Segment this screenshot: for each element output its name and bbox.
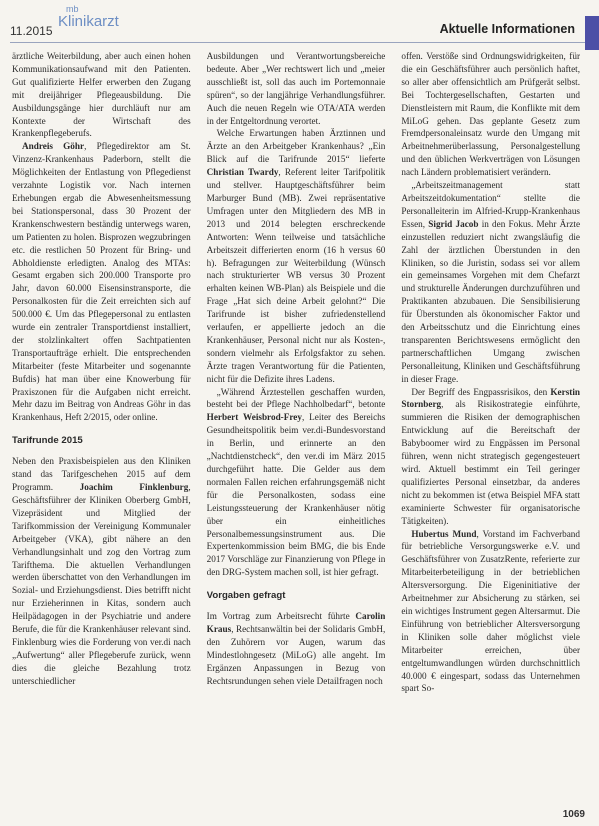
paragraph: [12, 455, 191, 687]
paragraph: [207, 386, 386, 580]
paragraph-text: , als Risikostrategie einführte, summieren die Risiken der demographischen Entwicklung auf die Bereitschaft der Babyboomer wird zu Engpässen im Personal führen, wenn nicht strategisch gegengesteuert wird. Aktuell bestimmt ein Teil geringer qualifiziertes Personal einsetzbar, da anderes nicht zu bekommen ist (etwa Beispiel MFA statt examinierte Schwester für organisatorische Tätigkeiten).: [401, 399, 581, 526]
header-rule: [10, 42, 585, 43]
person-name: Hubertus Mund: [411, 528, 477, 539]
person-name: Herbert Weisbrod-Frey: [206, 412, 302, 423]
paragraph: Ausbildungen und Verantwortungsbereiche bedeute. Aber „Wer rechtswert lich und „meier ausschließt ist, soll das auch im Portemonnaie spüren“, so der langjährige Verhandlungsführer. Auch die neuen Regeln wie OTA/ATA werden in der Entgeltordnung verortet.: [206, 51, 386, 126]
section-title: Aktuelle Informationen: [439, 22, 575, 36]
paragraph: [12, 140, 191, 424]
person-name: Sigrid Jacob: [428, 218, 479, 229]
paragraph-text: , Geschäftsführer der Kliniken Oberberg GmbH, Vizepräsident und Mitglied der Tarifkommission der Vereinigung Kommunaler Arbeitgeber (VKA), gibt nähere an den Verhandlungsinhalt und zog den Vortrag zum Tarifthema. Die aktuellen Verhandlungen werden überschattet von den Verhandlungen im Sozial- und Erziehungsdienst. Dies betrifft nicht nur Erzieherinnen in Kitas, sondern auch Heilpädagogen in der Psychiatrie und andere Berufe, die für die Krankenhäuser relevant sind. Finklenburg wies die Forderung von ver.di nach „Aufwertung“ aller Pflegeberufe zurück, wenn dies die gleiche Bezahlung trotz unterschiedlicher: [12, 482, 191, 686]
person-name: Christian Twardy: [206, 167, 279, 178]
subheading: Tarifrunde 2015: [12, 435, 83, 447]
paragraph-text: Welche Erwartungen haben Ärztinnen und Ärzte an den Arbeitgeber Krankenhaus? „Ein Blick auf die Tarifrunde 2015“ lieferte: [206, 128, 386, 165]
page-header: [0, 0, 599, 44]
magazine-logo-name: Klinikarzt: [58, 13, 119, 30]
column-1: [12, 50, 191, 806]
paragraph-text: Der Begriff des Engpassrisikos, den: [411, 386, 551, 397]
paragraph-text: Im Vortrag zum Arbeitsrecht führte: [206, 611, 356, 622]
paragraph: [401, 179, 580, 386]
paragraph: offen. Verstöße sind Ordnungswidrigkeiten, für die ein Geschäftsführer auch persönlich haftet, so aller aber offensichtlich am Prüfgerät selbst. Bei Tochtergesellschaften, Gestarten und Dienstleistern mit Raum, die Konflikte mit dem MiLoG gehen. Das geplante Gesetz zum Fremdpersonaleinsatz wurde den Umgang mit Arbeitnehmerüberlassung, Personalgestellung und den üblichen Werkverträgen von Lösungen nach Ländern problematisiert verändern.: [401, 51, 581, 178]
paragraph-text: , Vorstand im Fachverband für betriebliche Versorgungswerke e.V. und Geschäftsführer von ZusatzRente, referierte zur Mitarbeiterbeteiligung in der betrieblichen Altersversorgung. Die Eigeninitiative der Arbeitnehmer zur Absicherung zu stärken, sei ein wichtiges Instrument gegen Altersarmut. Die Einführung von betrieblicher Altersversorgung in Kliniken solle daher möglichst viele Mitarbeiter erreichen, über entgeltumwandlungen würden durchschnittlich 40.000 € eingespart, sodass das Unternehmen spart So-: [401, 528, 581, 694]
article-body: [12, 50, 580, 806]
column-2: [207, 50, 386, 806]
paragraph: [207, 610, 386, 687]
paragraph-text: „Während Ärztestellen geschaffen wurden, besteht bei der Pflege Nachholbedarf“, betonte: [206, 386, 386, 410]
issue-number: 11.2015: [10, 24, 53, 38]
page-number: 1069: [562, 809, 585, 820]
person-name: Carolin Kraus: [206, 611, 386, 635]
magazine-logo-prefix: mb: [66, 4, 79, 14]
subheading: Vorgaben gefragt: [206, 590, 286, 602]
section-tab-marker: [585, 16, 599, 50]
paragraph: [401, 386, 580, 528]
person-name: Andreis Göhr: [22, 141, 85, 152]
person-name: Kerstin Stornberg: [401, 386, 581, 410]
column-3: [401, 50, 580, 806]
paragraph: [207, 127, 386, 385]
paragraph-text: , Rechtsanwältin bei der Solidaris GmbH, den Zuhörern vor Augen, warum das Mindestlohngesetz (MiLoG) alle angeht. Im Ergänzen Anpassungen in Bezug von Rechtsrundungen sehen viele Detailfragen noch: [206, 624, 386, 686]
paragraph-text: in den Fokus. Mehr Ärzte einzustellen reduziert nicht zwangsläufig die Zahl der ärztlichen Überstunden in den Kliniken, so die Juristin, sodass sei vor allem ein gemeinsames Vorgehen mit dem Chefarzt und strukturelle Änderungen durchzuführen und Praktikanten abzubauen. Die Sensibilisierung für Überstunden als ökonomischer Faktor und den Arbeitsschutz und die Einrichtung eines transparenten Berichtswesens ermöglicht den partnerschaftlichen Umgang zwischen Personalleitung, Kliniken und Geschäftsführung in dieser Frage.: [401, 218, 581, 384]
paragraph: [401, 528, 580, 696]
paragraph-text: , Pflegedirektor am St. Vinzenz-Krankenhaus Paderborn, stellt die Möglichkeiten der Entlastung von Pflegedienst verzahnte Logistik vor. Nach internen Erhebungen ergab die Abwesenheitsmessung bei Stationspersonal, dass 30 Prozent der Krankenschwestern beständig unterwegs waren, um Patienten zu holen. Bisprozen wegzubringen etc. die restlichen 50 Prozent für Bring- und Abholdienste erledigten. Analog des MTAs: Gesamt ergaben sich 200.000 Transporte pro Jahr, davon 60.000 Eisensinstransporte, die Personalkosten für die Zeit erreichten sich auf 500.000 €. Um das Pflegepersonal zu entlasten wurde ein zentraler Transportdienst installiert, der stolzlinkaltert offen Sachtpatienten Transportaufträge erhielt. Die entsprechenden Mitarbeiter (feste Mitarbeiter und sogenannte Bufdis) hat man über eine Knowerbung für Praxiszonen für die Aufgaben nicht erreicht. Mehr dazu im Beitrag von Andreas Göhr in das Krankenhaus, Heft 2/2015, oder online.: [12, 141, 191, 423]
person-name: Joachim Finklenburg: [79, 482, 189, 493]
paragraph: ärztliche Weiterbildung, aber auch einen hohen Kommunikationsaufwand mit den Patienten. Gut qualifizierte Helfer erwerben den Zugang mit dreijähriger Pflegeausbildung. Die Ausbildungsgänge hier durchläuft nur am Kontexte der Wirtschaft des Krankenpflegeberufs.: [12, 51, 191, 139]
paragraph-text: „Arbeitszeitmanagement statt Arbeitszeitdokumentation“ stellte die Personalleiterin im Alfried-Krupp-Krankenhaus Essen,: [401, 180, 581, 229]
paragraph-text: , Referent leiter Tarifpolitik und stellver. Hauptgeschäftsführer beim Marburger Bund (MB). Zwei repräsentative Umfragen unter den Mitgliedern des MB in 2013 und 2014 belegten erschreckende Antworten: Wenn teilweise und tatsächliche Arbeitszeit differierten enorm (16 h versus 60 h). Befragungen zur Weiterbildung (Wünsch nach strukturierter WB versus 30 Prozent erhalten keinen WB-Plan) als Beispiele und die Frage „Hat sich deine Arbeit gelohnt?“ Die Tarifrunde ist bisher zufriedenstellend verlaufen, er appellierte jedoch an die Krankenhäuser, Personal nicht nur als Kosten-, sondern vielmehr als Erfolgsfaktor zu sehen. Ärzte tragen Verantwortung für die Patienten, nicht für die Defizite ihres Ladens.: [206, 167, 386, 384]
paragraph-text: , Leiter des Bereichs Gesundheitspolitik beim ver.di-Bundesvorstand in Berlin, und erinnerte an den „Nachtdienstcheck“, den ver.di im März 2015 durchgeführt hatte. Die Gelder aus dem normalen Fallen reichen erfahrungsgemäß nicht für die Personalkosten, sodass eine Leistungssteuerung der Krankenhäuser nötig über ein einheitliches Personalbemessungsinstrument aus. Die Expertenkommission beim BMG, die bis Ende 2017 Vorschläge zur Finanzierung von Pflege in den DRG-System machen soll, ist hier gefragt.: [206, 412, 386, 578]
paragraph-text: Neben den Praxisbeispielen aus den Kliniken stand das Tarifgeschehen 2015 auf dem Programm.: [12, 456, 191, 493]
magazine-logo: [58, 4, 119, 30]
